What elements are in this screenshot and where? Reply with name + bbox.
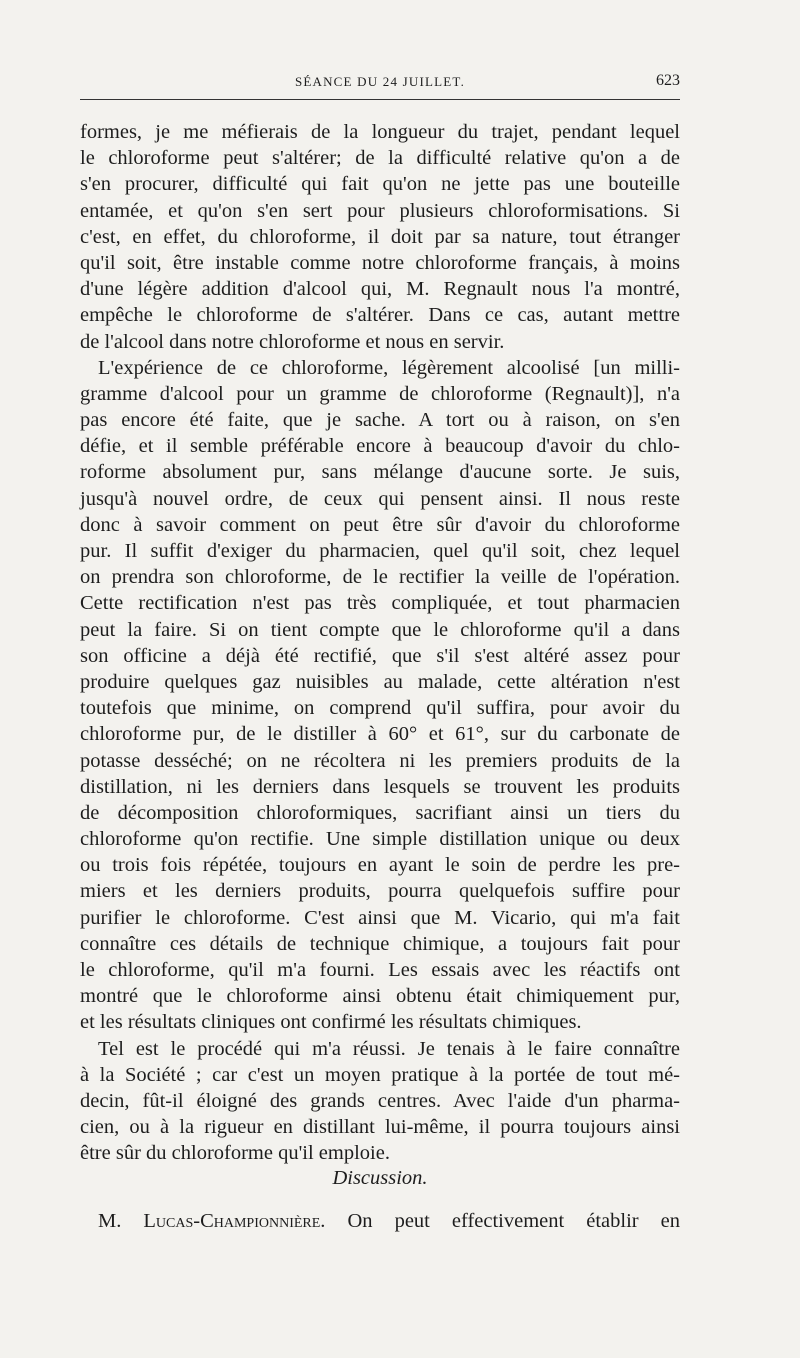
section-title: Discussion. (332, 1167, 428, 1189)
text-line: être sûr du chloroforme qu'il emploie. (80, 1142, 390, 1165)
text-line: et les résultats cliniques ont confirmé les résultats chimiques. (80, 1011, 582, 1034)
text-line: jusqu'à nouvel ordre, de ceux qui pensent ainsi. Il nous reste (80, 487, 680, 510)
text-line: de l'alcool dans notre chloroforme et nous en servir. (80, 330, 505, 353)
text-line: purifier le chloroforme. C'est ainsi que M. Vicario, qui m'a fait (80, 906, 680, 929)
page-number: 623 (656, 72, 680, 89)
text-line: miers et les derniers produits, pourra quelquefois suffire pour (80, 880, 680, 903)
text-line: pas encore été faite, que je sache. A tort ou à raison, on s'en (80, 409, 680, 432)
text-line: s'en procurer, difficulté qui fait qu'on ne jette pas une bouteille (80, 173, 680, 196)
text-line: cien, ou à la rigueur en distillant lui-même, il pourra toujours ainsi (80, 1116, 680, 1139)
text-line: chloroforme qu'on rectifie. Une simple distillation unique ou deux (80, 828, 680, 851)
text-line: roforme absolument pur, sans mélange d'aucune sorte. Je suis, (80, 461, 680, 484)
text-line: son officine a déjà été rectifié, que s'il s'est altéré assez pour (80, 644, 680, 667)
text-line: peut la faire. Si on tient compte que le chloroforme qu'il a dans (80, 618, 680, 641)
text-line: decin, fût-il éloigné des grands centres. Avec l'aide d'un pharma- (80, 1089, 680, 1112)
text-line: produire quelques gaz nuisibles au malade, cette altération n'est (80, 670, 680, 693)
text-line: on prendra son chloroforme, de le rectifier la veille de l'opération. (80, 566, 680, 589)
text-line: à la Société ; car c'est un moyen pratique à la portée de tout mé- (80, 1063, 680, 1086)
speaker-text: On peut effectivement établir en (347, 1210, 680, 1232)
text-line: montré que le chloroforme ainsi obtenu était chimiquement pur, (80, 985, 680, 1008)
text-line: empêche le chloroforme de s'altérer. Dans ce cas, autant mettre (80, 304, 680, 327)
text-line: formes, je me méfierais de la longueur du trajet, pendant lequel (80, 121, 680, 143)
header-rule (80, 99, 680, 100)
text-line: pur. Il suffit d'exiger du pharmacien, quel qu'il soit, chez lequel (80, 540, 680, 562)
body-text (80, 119, 680, 1167)
text-line: toutefois que minime, on comprend qu'il suffira, pour avoir du (80, 697, 680, 720)
text-line: qu'il soit, être instable comme notre chloroforme français, à moins (80, 251, 680, 274)
text-line: gramme d'alcool pour un gramme de chloroforme (Regnault)], n'a (80, 382, 680, 405)
text-line: le chloroforme, qu'il m'a fourni. Les essais avec les réactifs ont (80, 959, 680, 981)
text-line: de décomposition chloroformiques, sacrifiant ainsi un tiers du (80, 801, 680, 824)
speaker-name: M. Lucas-Championnière. (98, 1210, 326, 1232)
text-line: L'expérience de ce chloroforme, légèrement alcoolisé [un milli- (98, 356, 680, 379)
running-title: SÉANCE DU 24 JUILLET. (294, 74, 466, 89)
text-line: Cette rectification n'est pas très compliquée, et tout pharmacien (80, 592, 680, 615)
text-line: défie, et il semble préférable encore à beaucoup d'avoir du chlo- (80, 435, 680, 458)
text-line: connaître ces détails de technique chimique, a toujours fait pour (80, 932, 680, 955)
text-line: entamée, et qu'on s'en sert pour plusieurs chloroformisations. Si (80, 199, 680, 222)
text-line: distillation, ni les derniers dans lesquels se trouvent les produits (80, 775, 680, 798)
text-line: d'une légère addition d'alcool qui, M. Regnault nous l'a montré, (80, 278, 680, 301)
text-line: Tel est le procédé qui m'a réussi. Je tenais à le faire connaître (98, 1037, 680, 1060)
text-line: le chloroforme peut s'altérer; de la difficulté relative qu'on a de (80, 147, 680, 170)
text-line: chloroforme pur, de le distiller à 60° et 61°, sur du carbonate de (80, 723, 680, 746)
text-line: donc à savoir comment on peut être sûr d'avoir du chloroforme (80, 513, 680, 536)
text-line: potasse desséché; on ne récoltera ni les premiers produits de la (80, 749, 680, 772)
speaker-paragraph (80, 1210, 680, 1233)
text-line: c'est, en effet, du chloroforme, il doit par sa nature, tout étranger (80, 225, 680, 248)
text-line: ou trois fois répétée, toujours en ayant le soin de perdre les pre- (80, 854, 680, 877)
page-header (80, 74, 680, 104)
